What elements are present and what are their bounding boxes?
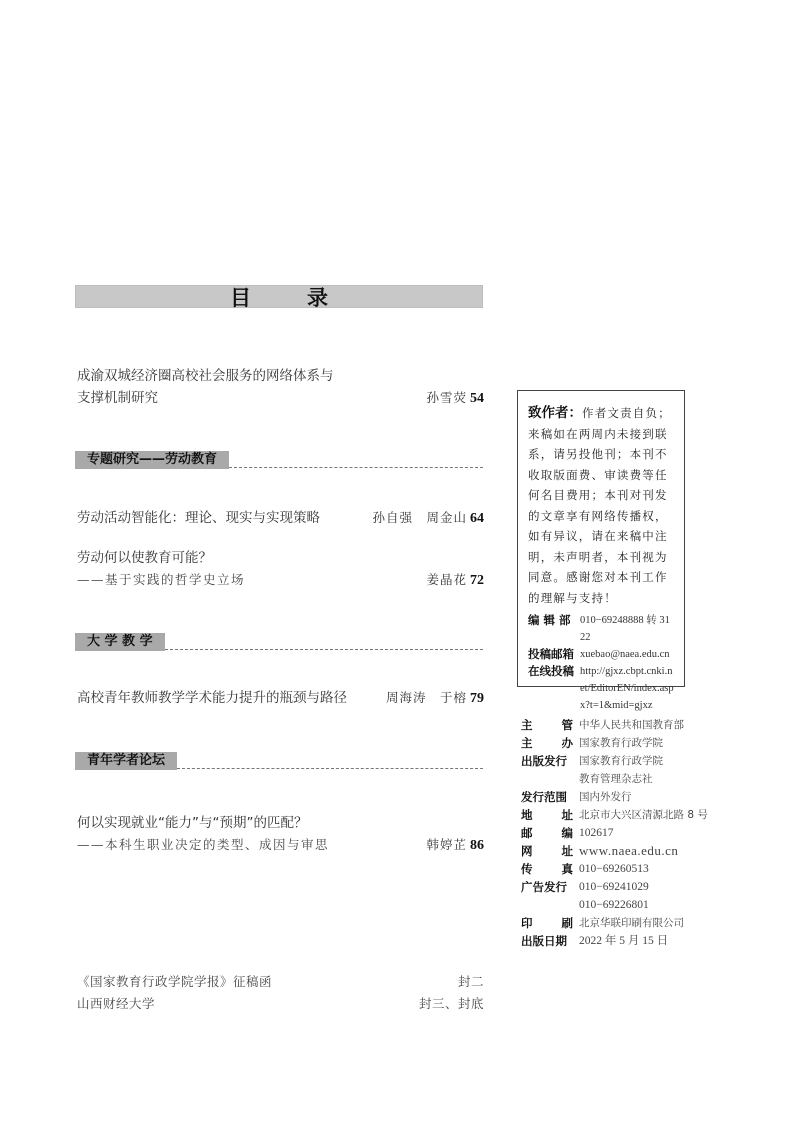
info-key-part: 邮 <box>521 826 533 840</box>
toc-title-char-2: 录 <box>307 285 328 310</box>
info-value: 北京市大兴区清源北路 8 号 <box>579 809 708 821</box>
info-key <box>521 716 579 734</box>
contact-phone: 010−69248888 转 3122 <box>580 615 670 643</box>
info-value: 北京华联印刷有限公司 <box>579 917 684 929</box>
entry-page-number: 86 <box>470 837 484 853</box>
info-key-part: 编 <box>561 826 573 840</box>
section-header-labor-education <box>75 451 483 469</box>
toc-entry[interactable] <box>77 812 484 856</box>
info-key <box>521 770 579 788</box>
info-key-part: 刷 <box>561 916 573 930</box>
info-row-sponsor <box>521 734 721 752</box>
contact-email-link[interactable]: xuebao@naea.edu.cn <box>580 649 670 660</box>
info-row-advertising <box>521 878 721 896</box>
section-dashed-rule <box>177 768 483 769</box>
info-row-advertising-cont <box>521 896 721 914</box>
footer-entry-page: 封二 <box>457 974 484 989</box>
toc-entry[interactable] <box>77 547 484 591</box>
info-key <box>521 932 579 950</box>
contact-key: 编 辑 部 <box>528 613 571 627</box>
info-key <box>521 842 579 860</box>
section-dashed-rule <box>229 467 483 468</box>
info-row-address <box>521 806 721 824</box>
info-row-fax <box>521 860 721 878</box>
info-row-supervisor <box>521 716 721 734</box>
info-value: 国内外发行 <box>579 791 632 803</box>
entry-author-page <box>426 834 484 857</box>
entry-title: 成渝双城经济圈高校社会服务的网络体系与 <box>77 368 334 384</box>
info-key-part: 出版日期 <box>521 934 567 948</box>
info-key-part: 管 <box>561 718 573 732</box>
info-key-part: 主 <box>521 718 533 732</box>
info-row-postcode <box>521 824 721 842</box>
contact-row-online-submission <box>528 663 674 714</box>
entry-subtitle: ——基于实践的哲学史立场 <box>77 572 246 587</box>
info-value: 010−69226801 <box>579 899 649 911</box>
entry-subtitle: ——本科生职业决定的类型、成因与审思 <box>77 837 330 852</box>
info-key <box>521 824 579 842</box>
info-key-part: 主 <box>521 736 533 750</box>
notice-body: 作者文责自负；来稿如在两周内未接到联系，请另投他刊；本刊不收取版面费、审读费等任何名目费用；本刊对刊发的文章享有网络传播权，如有异议，请在来稿中注明，未声明者，本刊视为同意。感谢您对本刊工作的理解与支持！ <box>528 406 671 605</box>
contact-row-email <box>528 646 674 663</box>
info-key-part: 出版发行 <box>521 754 567 768</box>
section-dashed-rule <box>165 649 483 650</box>
toc-entry[interactable] <box>77 507 484 529</box>
info-key <box>521 878 579 896</box>
entry-authors: 孙雪荧 <box>426 389 467 405</box>
info-value: 010−69260513 <box>579 863 649 875</box>
section-label: 青年学者论坛 <box>75 752 177 770</box>
footer-entry[interactable] <box>77 993 484 1015</box>
entry-author-page <box>372 507 484 530</box>
entry-authors: 周海涛 于榕 <box>385 689 467 705</box>
info-value: 中华人民共和国教育部 <box>579 719 684 731</box>
contact-key: 在线投稿 <box>528 664 574 678</box>
entry-page-number: 54 <box>470 390 484 406</box>
info-row-publish-date <box>521 932 721 950</box>
entry-page-number: 79 <box>470 690 484 706</box>
info-key-part: 网 <box>521 844 533 858</box>
entry-title: 何以实现就业“能力”与“预期”的匹配？ <box>77 815 308 831</box>
info-key-part: 办 <box>561 736 573 750</box>
info-value: 010−69241029 <box>579 881 649 893</box>
section-header-university-teaching <box>75 633 483 651</box>
contact-key: 投稿邮箱 <box>528 647 574 661</box>
contact-submission-link[interactable]: http://gjxz.cbpt.cnki.net/EditorEN/index.aspx?t=1&mid=gjxz <box>580 666 674 711</box>
info-row-publisher-cont <box>521 770 721 788</box>
info-value: 102617 <box>579 827 614 839</box>
info-key <box>521 860 579 878</box>
entry-authors: 孙自强 周金山 <box>372 509 467 525</box>
entry-authors: 姜晶花 <box>426 571 467 587</box>
footer-entry-page: 封三、封底 <box>418 996 484 1011</box>
toc-entry[interactable] <box>77 687 484 709</box>
info-row-printer <box>521 914 721 932</box>
info-key <box>521 788 579 806</box>
notice-text <box>528 403 674 608</box>
info-key-part: 址 <box>561 844 573 858</box>
info-key-part: 发行范围 <box>521 790 567 804</box>
info-value: 国家教育行政学院 <box>579 755 663 767</box>
info-key <box>521 806 579 824</box>
info-row-website <box>521 842 721 860</box>
contact-row-editorial-dept <box>528 612 674 646</box>
footer-entries <box>77 971 484 1015</box>
entry-title: 劳动活动智能化：理论、现实与实现策略 <box>77 510 320 526</box>
toc-title-bar <box>75 285 483 308</box>
entry-authors: 韩婷芷 <box>426 836 467 852</box>
info-value: 2022 年 5 月 15 日 <box>579 935 669 947</box>
info-key-part: 址 <box>561 808 573 822</box>
info-row-publisher <box>521 752 721 770</box>
entry-title-cont: 支撑机制研究 <box>77 390 158 406</box>
entry-author-page <box>426 569 484 592</box>
info-key <box>521 914 579 932</box>
section-label: 大 学 教 学 <box>75 633 165 651</box>
info-key-part: 广告发行 <box>521 880 567 894</box>
entry-author-page <box>386 687 484 710</box>
info-key <box>521 734 579 752</box>
info-value: 国家教育行政学院 <box>579 737 663 749</box>
info-key <box>521 752 579 770</box>
notice-heading: 致作者： <box>528 405 582 421</box>
editorial-contacts <box>528 612 674 714</box>
entry-author-page <box>426 387 484 410</box>
footer-entry[interactable] <box>77 971 484 993</box>
entry-title: 劳动何以使教育可能？ <box>77 550 212 566</box>
toc-entry[interactable] <box>77 365 484 409</box>
footer-entry-title: 《国家教育行政学院学报》征稿函 <box>77 974 273 989</box>
info-row-distribution <box>521 788 721 806</box>
info-key-part: 地 <box>521 808 533 822</box>
entry-page-number: 64 <box>470 510 484 526</box>
notice-to-authors-box <box>517 390 685 711</box>
info-value: 教育管理杂志社 <box>579 773 653 785</box>
footer-entry-title: 山西财经大学 <box>77 996 156 1011</box>
toc-title-char-1: 目 <box>230 285 251 310</box>
publication-info <box>521 716 721 950</box>
section-label: 专题研究——劳动教育 <box>75 451 229 469</box>
section-header-young-scholars-forum <box>75 752 483 770</box>
info-key-part: 印 <box>521 916 533 930</box>
info-key <box>521 896 579 914</box>
entry-title: 高校青年教师教学学术能力提升的瓶颈与路径 <box>77 690 347 706</box>
website-link[interactable]: www.naea.edu.cn <box>579 843 679 858</box>
entry-page-number: 72 <box>470 572 484 588</box>
info-key-part: 真 <box>561 862 573 876</box>
info-key-part: 传 <box>521 862 533 876</box>
